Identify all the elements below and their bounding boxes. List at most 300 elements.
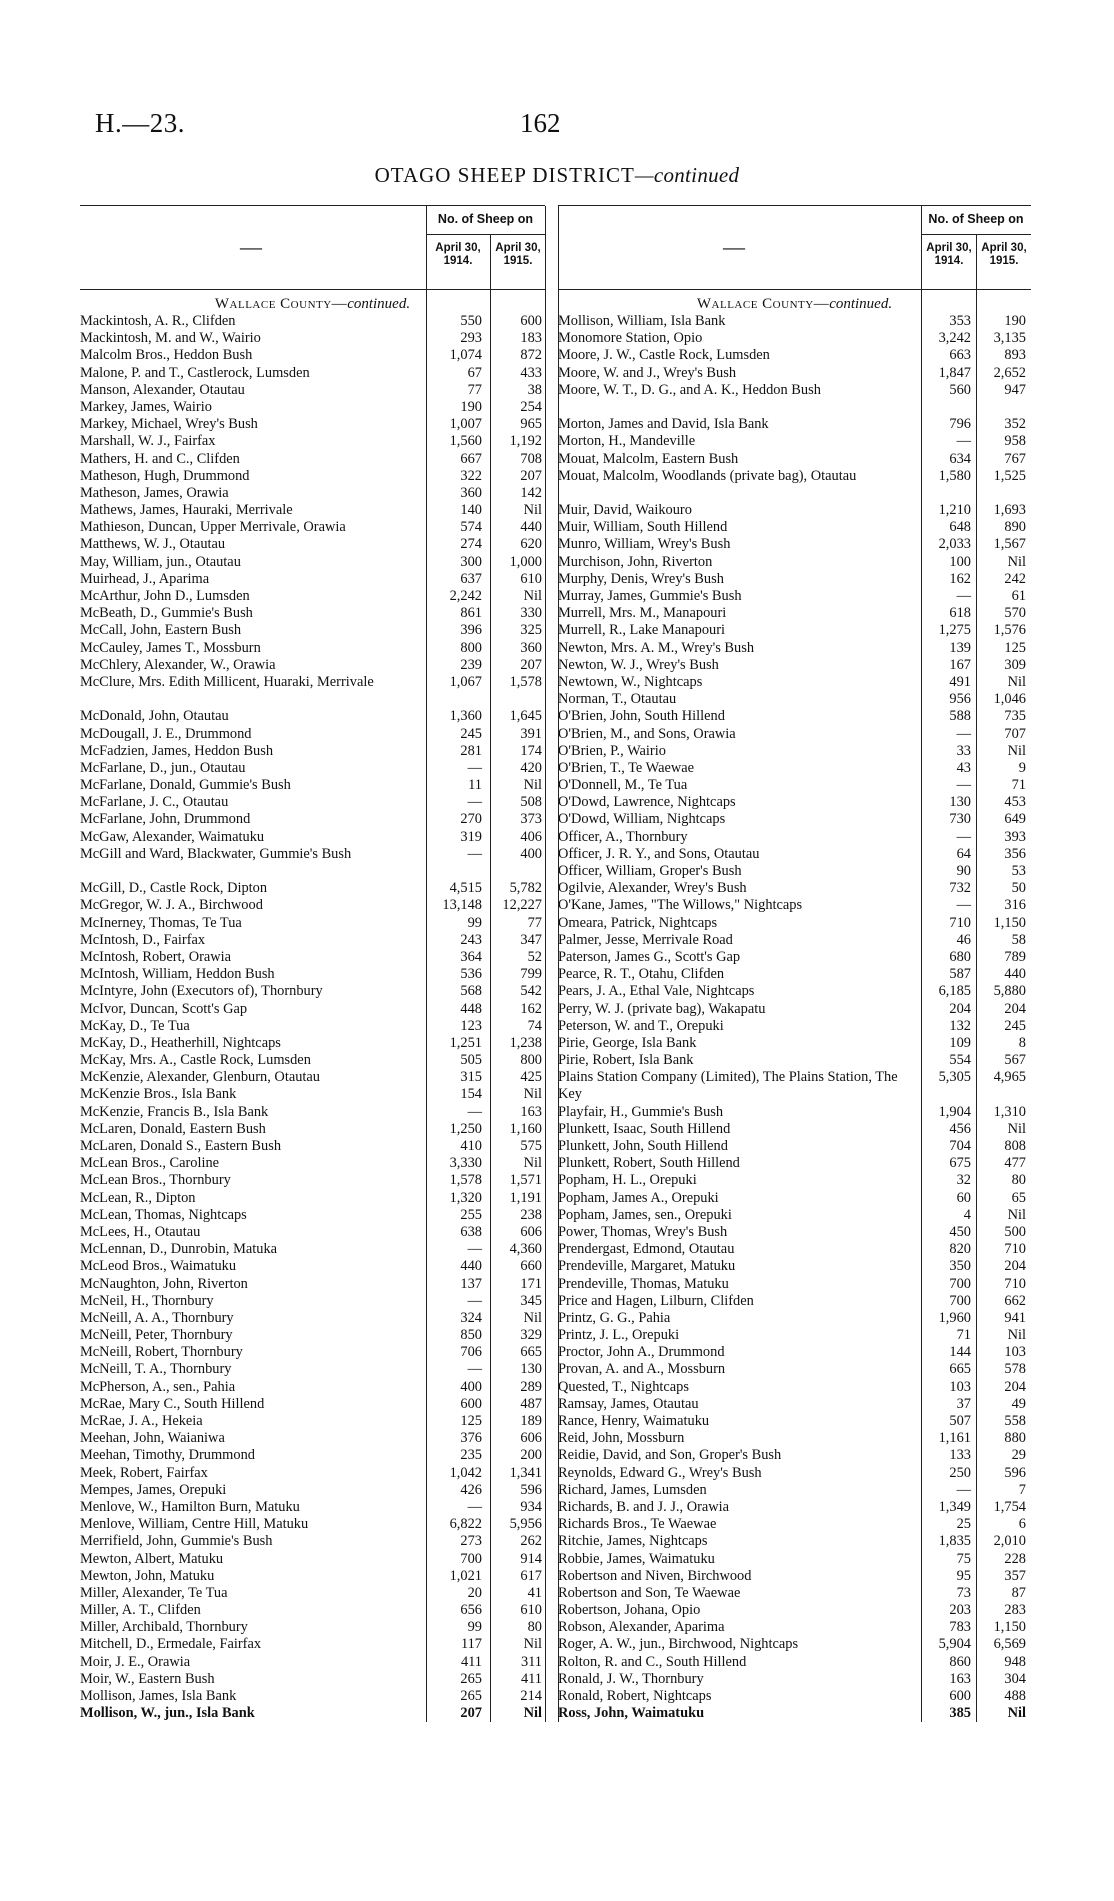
sheep-1914: 400 bbox=[460, 1378, 482, 1395]
table-row bbox=[558, 1001, 1031, 1018]
sheep-1915: 649 bbox=[1004, 811, 1026, 828]
sheep-1914: 139 bbox=[949, 639, 971, 656]
holder-name: Newton, W. J., Wrey's Bush bbox=[558, 656, 719, 673]
holder-name: McLean Bros., Thornbury bbox=[80, 1172, 231, 1189]
holder-name: McIntosh, William, Heddon Bush bbox=[80, 966, 275, 983]
sheep-1915: 606 bbox=[520, 1223, 542, 1240]
county-name: Wallace County— bbox=[696, 296, 830, 312]
sheep-1915: 7 bbox=[1018, 1481, 1026, 1498]
sheep-1915: 12,227 bbox=[502, 897, 542, 914]
table-row bbox=[558, 657, 1031, 674]
sheep-1914: 32 bbox=[956, 1172, 971, 1189]
sheep-1915: 162 bbox=[520, 1000, 542, 1017]
table-row bbox=[80, 1069, 545, 1086]
sheep-1915: 880 bbox=[1004, 1430, 1026, 1447]
sheep-1914: 123 bbox=[460, 1017, 482, 1034]
table-row bbox=[558, 640, 1031, 657]
table-row bbox=[80, 1636, 545, 1653]
holder-name: McKay, D., Heatherhill, Nightcaps bbox=[80, 1034, 281, 1051]
holder-name: Mathews, James, Hauraki, Merrivale bbox=[80, 502, 293, 519]
table-row bbox=[80, 966, 545, 983]
sheep-1915: 228 bbox=[1004, 1550, 1026, 1567]
sheep-1914: 109 bbox=[949, 1034, 971, 1051]
sheep-1914: 265 bbox=[460, 1670, 482, 1687]
table-row bbox=[558, 571, 1031, 588]
holder-name: Moore, J. W., Castle Rock, Lumsden bbox=[558, 347, 770, 364]
sheep-1915: 610 bbox=[520, 1602, 542, 1619]
sheep-1914: — bbox=[467, 1292, 482, 1309]
holder-name: Ross, John, Waimatuku bbox=[558, 1705, 705, 1722]
sheep-1914: 638 bbox=[460, 1223, 482, 1240]
holder-name: Robbie, James, Waimatuku bbox=[558, 1550, 715, 1567]
holder-name: O'Kane, James, "The Willows," Nightcaps bbox=[558, 897, 803, 914]
sheep-1915: 799 bbox=[520, 966, 542, 983]
holder-name: McIvor, Duncan, Scott's Gap bbox=[80, 1000, 248, 1017]
sheep-1915: 283 bbox=[1004, 1602, 1026, 1619]
table-row bbox=[558, 1499, 1031, 1516]
sheep-1915: 262 bbox=[520, 1533, 542, 1550]
column-divider bbox=[921, 289, 922, 1722]
table-row bbox=[80, 1207, 545, 1224]
sheep-1915: 77 bbox=[527, 914, 542, 931]
holder-name: Mewton, Albert, Matuku bbox=[80, 1550, 224, 1567]
sheep-1914: 167 bbox=[949, 656, 971, 673]
holder-name: Officer, J. R. Y., and Sons, Otautau bbox=[558, 845, 760, 862]
holder-name: McClure, Mrs. Edith Millicent, Huaraki, Merrivale bbox=[80, 673, 374, 690]
holder-name: McKay, Mrs. A., Castle Rock, Lumsden bbox=[80, 1052, 311, 1069]
holder-name: Richards Bros., Te Waewae bbox=[558, 1516, 717, 1533]
table-row bbox=[558, 1551, 1031, 1568]
holder-name: McLean, Thomas, Nightcaps bbox=[80, 1206, 247, 1223]
county-heading bbox=[80, 296, 545, 313]
sheep-1915: 325 bbox=[520, 622, 542, 639]
holder-name: McArthur, John D., Lumsden bbox=[80, 588, 250, 604]
sheep-1914: — bbox=[467, 759, 482, 776]
sheep-1914: 634 bbox=[949, 450, 971, 467]
holder-name: Popham, James, sen., Orepuki bbox=[558, 1206, 732, 1223]
sheep-1915: 61 bbox=[1011, 588, 1026, 605]
sheep-1914: 99 bbox=[467, 1619, 482, 1636]
table-row bbox=[558, 433, 1031, 450]
sheep-1914: 1,320 bbox=[449, 1189, 482, 1206]
table-row bbox=[558, 1465, 1031, 1482]
sheep-1914: 322 bbox=[460, 467, 482, 484]
sheep-1915: 9 bbox=[1018, 759, 1026, 776]
sheep-1914: 730 bbox=[949, 811, 971, 828]
page-title bbox=[0, 163, 1114, 188]
sheep-1915: 1,160 bbox=[509, 1120, 542, 1137]
table-row bbox=[80, 1155, 545, 1172]
sheep-1915: 1,000 bbox=[509, 553, 542, 570]
holder-name: McCauley, James T., Mossburn bbox=[80, 639, 261, 656]
table-row bbox=[558, 1447, 1031, 1464]
header-group: No. of Sheep on bbox=[437, 212, 534, 226]
table-row bbox=[558, 1379, 1031, 1396]
table-row bbox=[558, 519, 1031, 536]
table-row bbox=[558, 743, 1031, 760]
sheep-1915: 330 bbox=[520, 605, 542, 622]
sheep-1914: 274 bbox=[460, 536, 482, 553]
sheep-1914: 60 bbox=[956, 1189, 971, 1206]
holder-name: McKenzie, Francis B., Isla Bank bbox=[80, 1103, 269, 1120]
holder-name: Muir, William, South Hillend bbox=[558, 519, 728, 536]
holder-name: McIntosh, D., Fairfax bbox=[80, 931, 206, 948]
sheep-1915: 948 bbox=[1004, 1653, 1026, 1670]
table-row bbox=[558, 416, 1031, 433]
sheep-1914: 132 bbox=[949, 1017, 971, 1034]
holder-name: Muirhead, J., Aparima bbox=[80, 570, 210, 587]
holder-name: Merrifield, John, Gummie's Bush bbox=[80, 1533, 273, 1550]
column-divider bbox=[490, 289, 491, 1722]
table-row bbox=[80, 433, 545, 450]
sheep-1915: 5,880 bbox=[993, 983, 1026, 1000]
sheep-1914: 491 bbox=[949, 673, 971, 690]
table-row bbox=[80, 519, 545, 536]
sheep-1914: 71 bbox=[956, 1327, 971, 1344]
sheep-1914: 350 bbox=[949, 1258, 971, 1275]
holder-name: Paterson, James G., Scott's Gap bbox=[558, 948, 741, 965]
sheep-1914: 396 bbox=[460, 622, 482, 639]
table-row bbox=[558, 1396, 1031, 1413]
table-row bbox=[80, 1447, 545, 1464]
sheep-1915: 440 bbox=[520, 519, 542, 536]
sheep-1915: 617 bbox=[520, 1567, 542, 1584]
sheep-1915: 347 bbox=[520, 931, 542, 948]
holder-name: McPherson, A., sen., Pahia bbox=[80, 1378, 236, 1395]
holder-name: Robertson and Son, Te Waewae bbox=[558, 1584, 741, 1601]
sheep-1914: 783 bbox=[949, 1619, 971, 1636]
sheep-1915: Nil bbox=[1007, 553, 1026, 570]
table-row bbox=[558, 966, 1031, 983]
sheep-1914: 1,210 bbox=[938, 502, 971, 519]
table-row bbox=[80, 571, 545, 588]
table-row bbox=[558, 1035, 1031, 1052]
sheep-1915: 41 bbox=[527, 1584, 542, 1601]
table-row bbox=[558, 502, 1031, 519]
holder-name: Printz, G. G., Pahia bbox=[558, 1309, 671, 1326]
holder-name: Matheson, James, Orawia bbox=[80, 484, 229, 501]
holder-name: Manson, Alexander, Otautau bbox=[80, 381, 245, 398]
table-row bbox=[80, 846, 545, 880]
sheep-1915: 606 bbox=[520, 1430, 542, 1447]
sheep-1914: 675 bbox=[949, 1155, 971, 1172]
holder-name: McFarlane, J. C., Otautau bbox=[80, 794, 229, 811]
sheep-1915: 542 bbox=[520, 983, 542, 1000]
sheep-1914: 411 bbox=[460, 1653, 482, 1670]
table-row bbox=[80, 1138, 545, 1155]
table-row bbox=[558, 674, 1031, 691]
sheep-1915: 710 bbox=[1004, 1275, 1026, 1292]
sheep-1915: 360 bbox=[520, 639, 542, 656]
sheep-1915: 1,192 bbox=[509, 433, 542, 450]
sheep-1915: 808 bbox=[1004, 1138, 1026, 1155]
sheep-1914: 300 bbox=[460, 553, 482, 570]
holder-name: Plunkett, John, South Hillend bbox=[558, 1138, 728, 1155]
sheep-1915: 947 bbox=[1004, 381, 1026, 398]
sheep-1915: 204 bbox=[1004, 1000, 1026, 1017]
sheep-1915: Nil bbox=[523, 1636, 542, 1653]
sheep-1915: 1,341 bbox=[509, 1464, 542, 1481]
holder-name: Reid, John, Mossburn bbox=[558, 1430, 685, 1447]
sheep-1914: 5,305 bbox=[938, 1069, 971, 1086]
holder-name: McLean Bros., Caroline bbox=[80, 1155, 220, 1172]
sheep-1914: — bbox=[467, 794, 482, 811]
table-row bbox=[80, 640, 545, 657]
sheep-1914: 1,251 bbox=[449, 1034, 482, 1051]
sheep-1914: 732 bbox=[949, 880, 971, 897]
sheep-1915: 558 bbox=[1004, 1413, 1026, 1430]
table-row bbox=[558, 1516, 1031, 1533]
table-row bbox=[558, 811, 1031, 828]
table-row bbox=[80, 1688, 545, 1705]
holder-name: Matheson, Hugh, Drummond bbox=[80, 467, 250, 484]
holder-name: Palmer, Jesse, Merrivale Road bbox=[558, 931, 733, 948]
table-row bbox=[80, 829, 545, 846]
table-row bbox=[558, 777, 1031, 794]
table-row bbox=[80, 1413, 545, 1430]
holder-name: McGill and Ward, Blackwater, Gummie's Bush bbox=[80, 845, 352, 862]
sheep-1914: 324 bbox=[460, 1309, 482, 1326]
table-row bbox=[80, 1602, 545, 1619]
sheep-1914: 820 bbox=[949, 1241, 971, 1258]
sheep-1915: 941 bbox=[1004, 1309, 1026, 1326]
sheep-1914: 505 bbox=[460, 1052, 482, 1069]
table-row bbox=[80, 313, 545, 330]
table-row bbox=[80, 1172, 545, 1189]
sheep-1914: 706 bbox=[460, 1344, 482, 1361]
holder-name: McFadzien, James, Heddon Bush bbox=[80, 742, 274, 759]
holder-name: McChlery, Alexander, W., Orawia bbox=[80, 656, 276, 673]
sheep-1915: Nil bbox=[1007, 1120, 1026, 1137]
table-row bbox=[80, 1654, 545, 1671]
sheep-1914: 13,148 bbox=[442, 897, 482, 914]
holder-name: Marshall, W. J., Fairfax bbox=[80, 433, 216, 450]
holder-name: Moir, W., Eastern Bush bbox=[80, 1670, 215, 1687]
sheep-1915: 204 bbox=[1004, 1378, 1026, 1395]
holder-name: O'Dowd, William, Nightcaps bbox=[558, 811, 726, 828]
sheep-1914: 255 bbox=[460, 1206, 482, 1223]
table-row bbox=[80, 622, 545, 639]
sheep-1914: 207 bbox=[460, 1705, 482, 1722]
table-row bbox=[558, 691, 1031, 708]
table-row bbox=[80, 605, 545, 622]
sheep-1915: 316 bbox=[1004, 897, 1026, 914]
sheep-1914: 265 bbox=[460, 1688, 482, 1705]
table-row bbox=[558, 605, 1031, 622]
sheep-1914: 1,349 bbox=[938, 1498, 971, 1515]
sheep-1914: 1,007 bbox=[449, 416, 482, 433]
sheep-1914: — bbox=[467, 1361, 482, 1378]
table-row bbox=[558, 554, 1031, 571]
sheep-1915: 65 bbox=[1011, 1189, 1026, 1206]
table-row bbox=[80, 1671, 545, 1688]
holder-name: Markey, James, Wairio bbox=[80, 398, 212, 415]
sheep-1915: 1,578 bbox=[509, 673, 542, 690]
sheep-1914: 43 bbox=[956, 759, 971, 776]
document-code: H.—23. bbox=[95, 108, 185, 138]
holder-name: Moir, J. E., Orawia bbox=[80, 1653, 191, 1670]
table-row bbox=[558, 588, 1031, 605]
holder-name: Omeara, Patrick, Nightcaps bbox=[558, 914, 718, 931]
sheep-1915: 4,965 bbox=[993, 1069, 1026, 1086]
table-row bbox=[558, 1224, 1031, 1241]
table-row bbox=[558, 1585, 1031, 1602]
holder-name: McLeod Bros., Waimatuku bbox=[80, 1258, 237, 1275]
sheep-1915: 58 bbox=[1011, 931, 1026, 948]
column-divider bbox=[976, 289, 977, 1722]
sheep-1915: 893 bbox=[1004, 347, 1026, 364]
holder-name: Playfair, H., Gummie's Bush bbox=[558, 1103, 724, 1120]
holder-name: Plunkett, Robert, South Hillend bbox=[558, 1155, 740, 1172]
holder-name: Mouat, Malcolm, Woodlands (private bag), Otautau bbox=[558, 467, 857, 484]
table-row bbox=[558, 1361, 1031, 1378]
holder-name: Miller, A. T., Clifden bbox=[80, 1602, 201, 1619]
county-continued: continued. bbox=[829, 296, 893, 312]
left-rows bbox=[80, 313, 545, 1722]
sheep-1915: 425 bbox=[520, 1069, 542, 1086]
column-divider bbox=[976, 234, 977, 289]
sheep-1915: 1,693 bbox=[993, 502, 1026, 519]
sheep-1915: 204 bbox=[1004, 1258, 1026, 1275]
sheep-1914: 385 bbox=[949, 1705, 971, 1722]
sheep-1915: Nil bbox=[523, 502, 542, 519]
holder-name: Richards, B. and J. J., Orawia bbox=[558, 1498, 730, 1515]
sheep-1915: Nil bbox=[1007, 673, 1026, 690]
sheep-1914: 861 bbox=[460, 605, 482, 622]
table-row bbox=[558, 863, 1031, 880]
sheep-1915: 6,569 bbox=[993, 1636, 1026, 1653]
holder-name: O'Dowd, Lawrence, Nightcaps bbox=[558, 794, 736, 811]
sheep-1914: 125 bbox=[460, 1413, 482, 1430]
holder-name: McGill, D., Castle Rock, Dipton bbox=[80, 880, 268, 897]
sheep-1915: 708 bbox=[520, 450, 542, 467]
table-row bbox=[558, 760, 1031, 777]
table-row bbox=[558, 451, 1031, 468]
holder-name: O'Brien, P., Wairio bbox=[558, 742, 666, 759]
table-row bbox=[80, 932, 545, 949]
holder-name: McRae, Mary C., South Hillend bbox=[80, 1395, 265, 1412]
table-row bbox=[80, 674, 545, 708]
table-row bbox=[558, 1568, 1031, 1585]
sheep-1915: 610 bbox=[520, 570, 542, 587]
sheep-1915: Nil bbox=[1007, 1327, 1026, 1344]
holder-name: McLennan, D., Dunrobin, Matuka bbox=[80, 1241, 278, 1258]
holder-name: Mathers, H. and C., Clifden bbox=[80, 450, 240, 467]
holder-name: Price and Hagen, Lilburn, Clifden bbox=[558, 1292, 754, 1309]
table-row bbox=[80, 743, 545, 760]
sheep-1915: 87 bbox=[1011, 1584, 1026, 1601]
sheep-1914: 507 bbox=[949, 1413, 971, 1430]
table-row bbox=[80, 1258, 545, 1275]
sheep-1914: — bbox=[956, 777, 971, 794]
sheep-1914: 448 bbox=[460, 1000, 482, 1017]
sheep-1915: 872 bbox=[520, 347, 542, 364]
holder-name: Mackintosh, M. and W., Wairio bbox=[80, 330, 261, 347]
sheep-1915: Nil bbox=[523, 1086, 542, 1103]
sheep-1914: 6,185 bbox=[938, 983, 971, 1000]
sheep-1914: 64 bbox=[956, 845, 971, 862]
table-row bbox=[558, 1155, 1031, 1172]
sheep-1914: 587 bbox=[949, 966, 971, 983]
sheep-1914: 140 bbox=[460, 502, 482, 519]
holder-name: Meek, Robert, Fairfax bbox=[80, 1464, 208, 1481]
sheep-1914: 95 bbox=[956, 1567, 971, 1584]
sheep-1915: 596 bbox=[1004, 1464, 1026, 1481]
table-row bbox=[558, 382, 1031, 416]
sheep-1915: 8 bbox=[1018, 1034, 1026, 1051]
sheep-1914: — bbox=[956, 725, 971, 742]
holder-name: McKenzie, Alexander, Glenburn, Otautau bbox=[80, 1069, 320, 1086]
holder-name: McGaw, Alexander, Waimatuku bbox=[80, 828, 265, 845]
column-divider bbox=[558, 206, 559, 289]
sheep-1915: 406 bbox=[520, 828, 542, 845]
holder-name: McDougall, J. E., Drummond bbox=[80, 725, 252, 742]
sheep-1914: 680 bbox=[949, 948, 971, 965]
holder-name: McIntosh, Robert, Orawia bbox=[80, 948, 232, 965]
holder-name: Menlove, W., Hamilton Burn, Matuku bbox=[80, 1498, 300, 1515]
sheep-1915: 80 bbox=[527, 1619, 542, 1636]
holder-name: McLean, R., Dipton bbox=[80, 1189, 196, 1206]
sheep-1915: 578 bbox=[1004, 1361, 1026, 1378]
sheep-1915: 440 bbox=[1004, 966, 1026, 983]
sheep-1915: 914 bbox=[520, 1550, 542, 1567]
holder-name: O'Brien, T., Te Waewae bbox=[558, 759, 695, 776]
sheep-1915: 393 bbox=[1004, 828, 1026, 845]
holder-name: Peterson, W. and T., Orepuki bbox=[558, 1017, 724, 1034]
table-row bbox=[558, 1172, 1031, 1189]
sheep-1914: 73 bbox=[956, 1584, 971, 1601]
table-row bbox=[80, 416, 545, 433]
holder-name: McNeill, Robert, Thornbury bbox=[80, 1344, 243, 1361]
sheep-1915: 665 bbox=[520, 1344, 542, 1361]
table-row bbox=[558, 708, 1031, 725]
sheep-1914: — bbox=[467, 845, 482, 862]
holder-name: Mollison, W., jun., Isla Bank bbox=[80, 1705, 255, 1722]
sheep-1915: 965 bbox=[520, 416, 542, 433]
sheep-1915: Nil bbox=[523, 1309, 542, 1326]
sheep-1915: 477 bbox=[1004, 1155, 1026, 1172]
table-row bbox=[558, 1344, 1031, 1361]
holder-name: Perry, W. J. (private bag), Wakapatu bbox=[558, 1000, 766, 1017]
table-row bbox=[558, 1310, 1031, 1327]
holder-name: Morton, H., Mandeville bbox=[558, 433, 696, 450]
sheep-1915: Nil bbox=[1007, 1206, 1026, 1223]
sheep-1914: 46 bbox=[956, 931, 971, 948]
holder-name: Meehan, Timothy, Drummond bbox=[80, 1447, 255, 1464]
sheep-1914: 144 bbox=[949, 1344, 971, 1361]
holder-name: McBeath, D., Gummie's Bush bbox=[80, 605, 253, 622]
sheep-1915: 3,135 bbox=[993, 330, 1026, 347]
table-header bbox=[558, 205, 1031, 290]
table-row bbox=[558, 622, 1031, 639]
table-row bbox=[80, 1224, 545, 1241]
sheep-1914: 4 bbox=[963, 1206, 971, 1223]
sheep-1914: 410 bbox=[460, 1138, 482, 1155]
sheep-1914: 376 bbox=[460, 1430, 482, 1447]
sheep-1915: 345 bbox=[520, 1292, 542, 1309]
sheep-1914: 1,074 bbox=[449, 347, 482, 364]
sheep-1915: 309 bbox=[1004, 656, 1026, 673]
sheep-1915: 1,567 bbox=[993, 536, 1026, 553]
holder-name: McRae, J. A., Hekeia bbox=[80, 1413, 203, 1430]
holder-name: O'Brien, John, South Hillend bbox=[558, 708, 725, 725]
table-row bbox=[558, 1602, 1031, 1619]
sheep-1915: 488 bbox=[1004, 1688, 1026, 1705]
sheep-1914: 456 bbox=[949, 1120, 971, 1137]
sheep-1915: 1,525 bbox=[993, 467, 1026, 484]
sheep-1915: 570 bbox=[1004, 605, 1026, 622]
sheep-1914: 235 bbox=[460, 1447, 482, 1464]
